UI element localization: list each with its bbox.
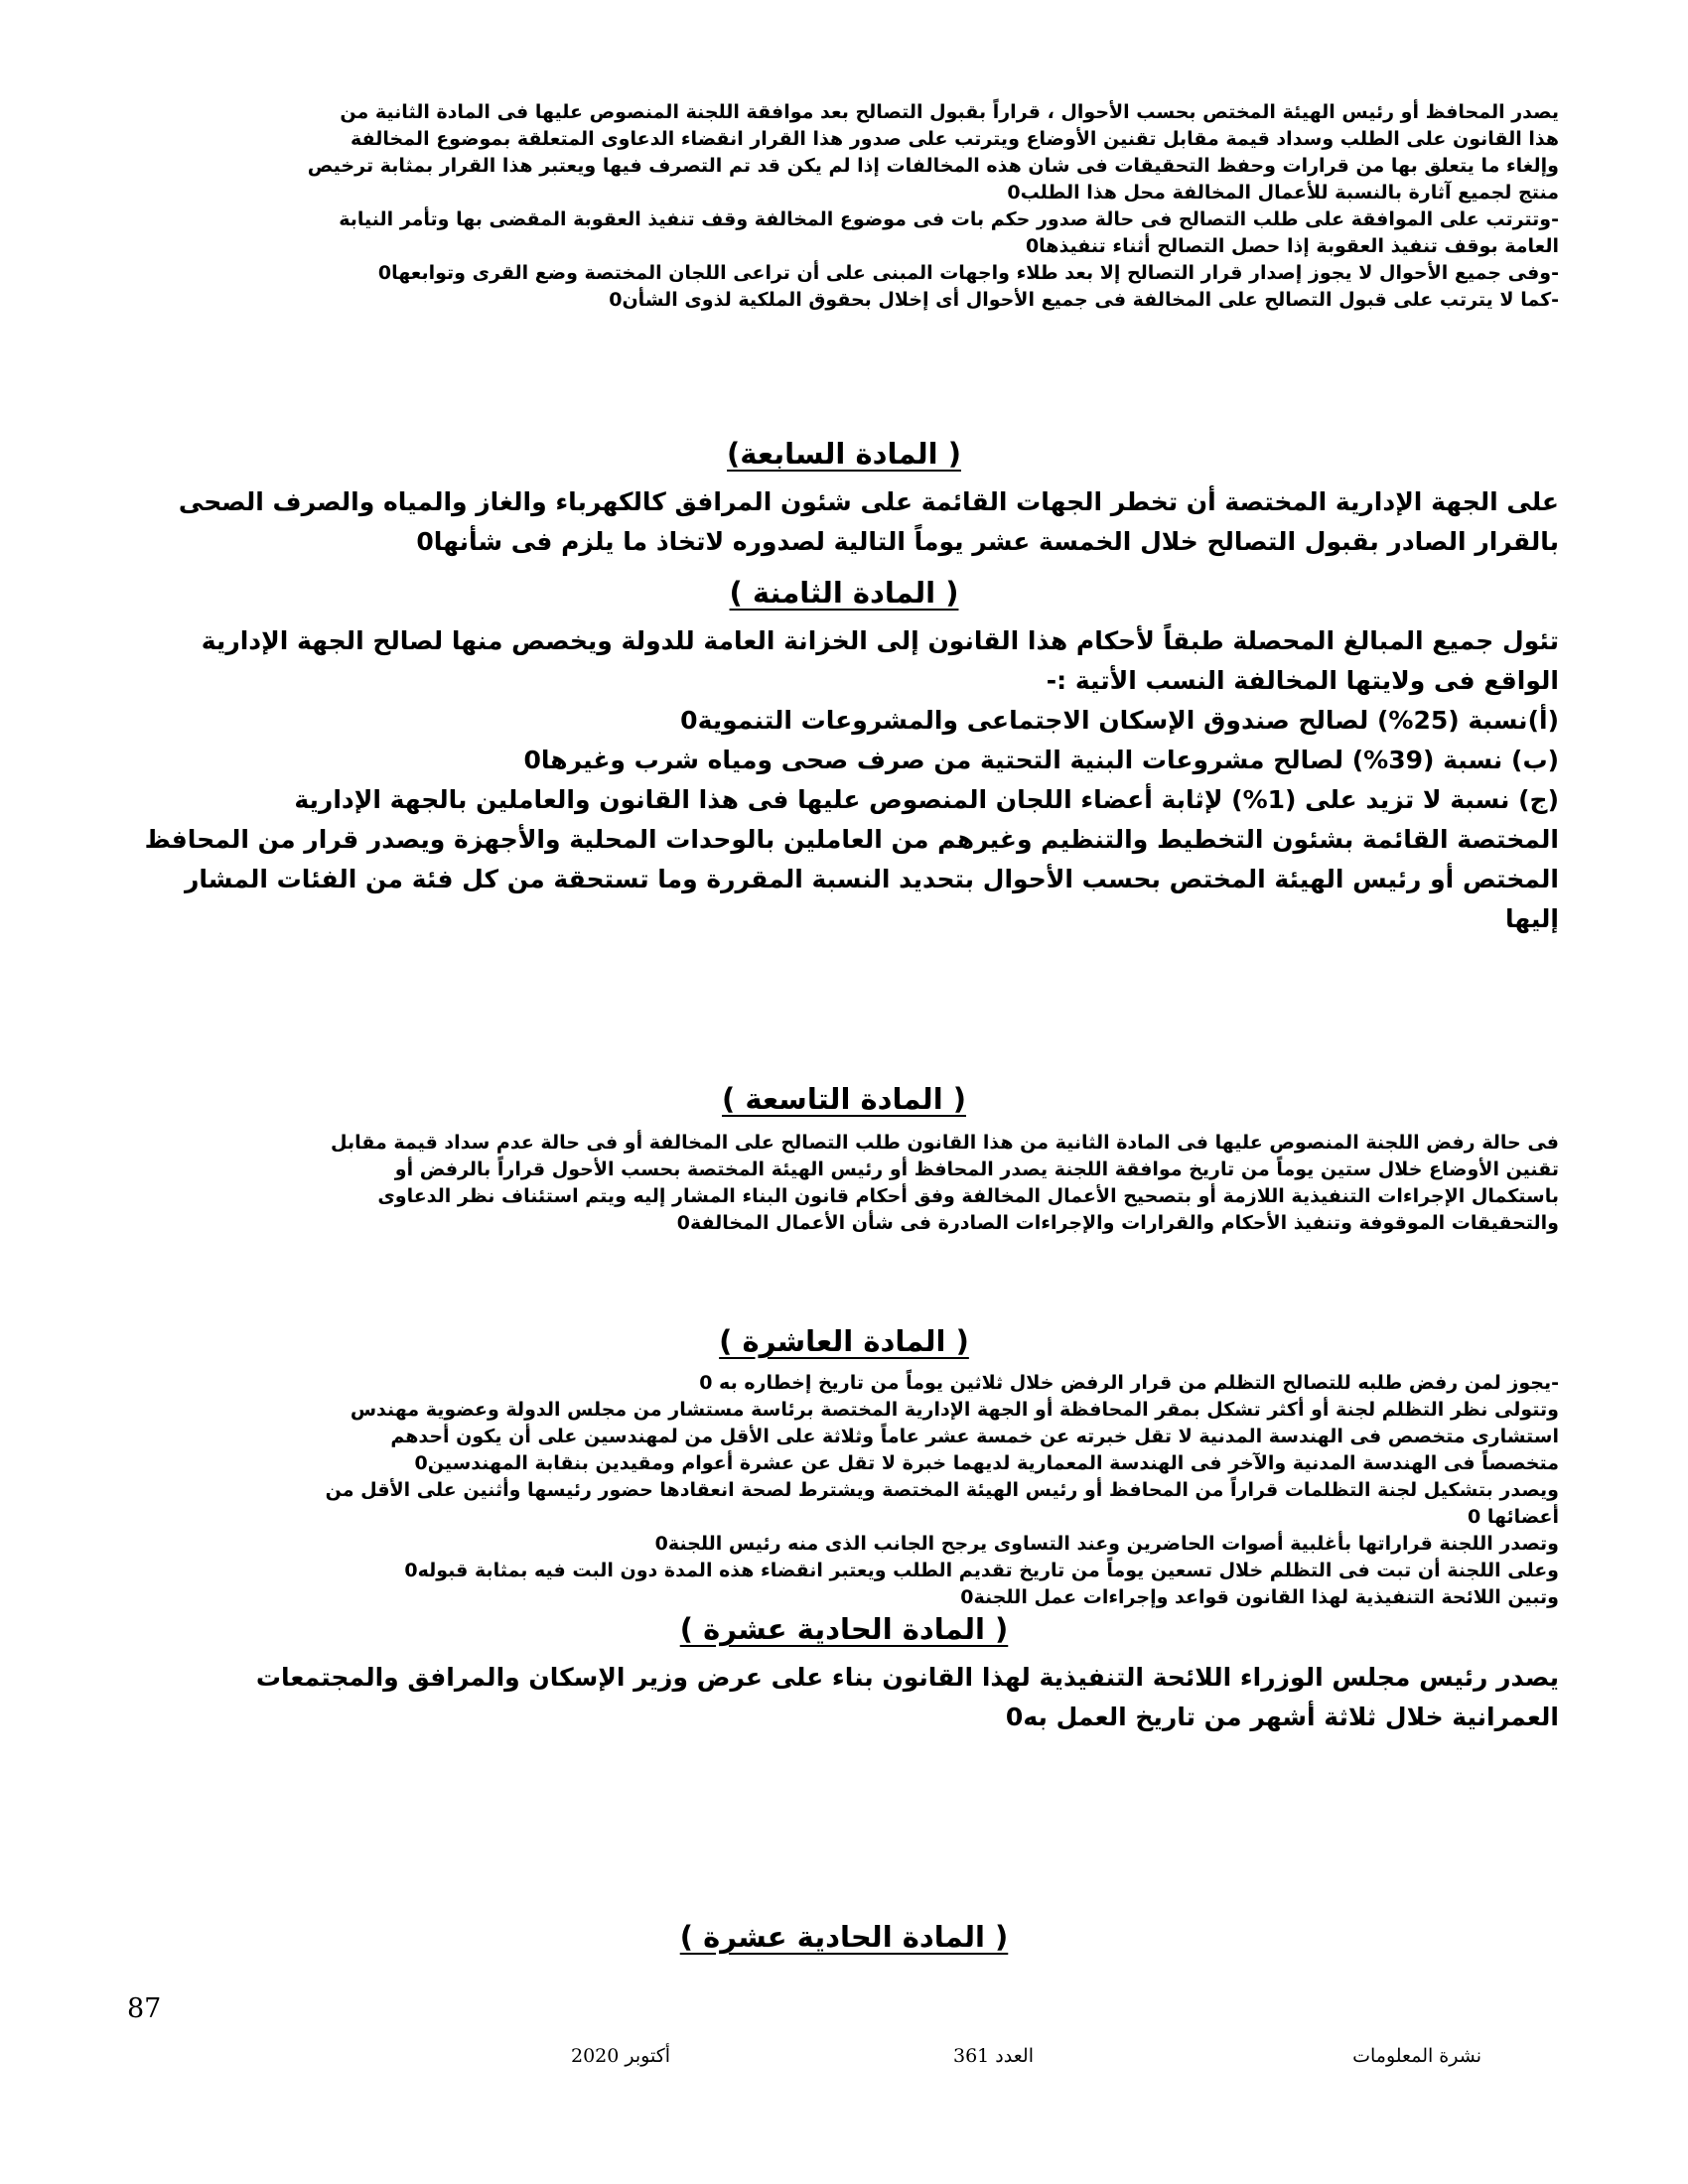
text-line: على الجهة الإدارية المختصة أن تخطر الجهات القائمة على شئون المرافق كالكهرباء والغاز والمياه والصرف الصحى <box>178 487 1559 516</box>
text-line: وتتولى نظر التظلم لجنة أو أكثر تشكل بمقر المحافظة أو الجهة الإدارية المختصة برئاسة مستشار من مجلس الدولة وعضوية مهندس <box>350 1399 1559 1421</box>
text-line: -وتترتب على الموافقة على طلب التصالح فى حالة صدور حكم بات فى موضوع المخالفة وقف تنفيذ العقوبة المقضى بها وتأمر النيابة <box>339 208 1559 230</box>
intro-paragraph <box>129 99 1559 314</box>
text-line: أعضائها 0 <box>1467 1506 1559 1528</box>
text-line: -يجوز لمن رفض طلبه للتصالح التظلم من قرار الرفض خلال ثلاثين يوماً من تاريخ إخطاره به 0 <box>699 1372 1559 1394</box>
text-line: ويصدر بتشكيل لجنة التظلمات قراراً من المحافظ أو رئيس الهيئة المختصة ويشترط لصحة انعقادها حضور رئيسها وأثنين على الأقل من <box>325 1479 1559 1501</box>
article-10-body <box>129 1370 1559 1611</box>
text-line: المختص أو رئيس الهيئة المختص بحسب الأحوال بتحديد النسبة المقررة وما تستحقة من كل فئة من الفئات المشار <box>185 865 1559 893</box>
text-line: الواقع فى ولايتها المخالفة النسب الأتية :- <box>1046 666 1559 695</box>
article-11-heading: ( المادة الحادية عشرة ) <box>679 1612 1009 1646</box>
footer-date: أكتوبر 2020 <box>571 2045 671 2067</box>
text-line: العمرانية خلال ثلاثة أشهر من تاريخ العمل به0 <box>1005 1703 1559 1731</box>
text-line: تقنين الأوضاع خلال ستين يوماً من تاريخ موافقة اللجنة يصدر المحافظ أو رئيس الهيئة المختصة بحسب الأحول قراراً بالرفض أو <box>394 1159 1559 1180</box>
page-number: 87 <box>127 1993 162 2024</box>
article-7-heading: ( المادة السابعة) <box>727 437 961 471</box>
text-line: باستكمال الإجراءات التنفيذية اللازمة أو بتصحيح الأعمال المخالفة وفق أحكام قانون البناء المشار إليه ويتم استئناف نظر الدعاوى <box>377 1185 1559 1207</box>
article-11-body <box>129 1658 1559 1737</box>
text-line: العامة بوقف تنفيذ العقوبة إذا حصل التصالح أثناء تنفيذها0 <box>1025 235 1559 257</box>
footer-publication: نشرة المعلومات <box>1352 2045 1481 2067</box>
text-line: وتبين اللائحة التنفيذية لهذا القانون قواعد وإجراءات عمل اللجنة0 <box>960 1586 1559 1608</box>
text-line: تئول جميع المبالغ المحصلة طبقاً لأحكام هذا القانون إلى الخزانة العامة للدولة ويخصص منها لصالح الجهة الإدارية <box>201 626 1559 655</box>
article-8-heading: ( المادة الثامنة ) <box>729 576 959 610</box>
article-11-repeat-heading: ( المادة الحادية عشرة ) <box>679 1920 1009 1954</box>
article-8-body <box>129 621 1559 939</box>
text-line: -وفى جميع الأحوال لا يجوز إصدار قرار التصالح إلا بعد طلاء واجهات المبنى على أن تراعى اللجان المختصة وضع القرى وتوابعها0 <box>377 262 1559 284</box>
text-line: بالقرار الصادر بقبول التصالح خلال الخمسة عشر يوماً التالية لصدوره لاتخاذ ما يلزم فى شأنها0 <box>416 527 1559 556</box>
article-10-heading: ( المادة العاشرة ) <box>719 1324 969 1358</box>
text-line: (أ)نسبة (25%) لصالح صندوق الإسكان الاجتماعى والمشروعات التنموية0 <box>680 706 1559 735</box>
text-line: متخصصاً فى الهندسة المدنية والآخر فى الهندسة المعمارية لديهما خبرة لا تقل عن عشرة أعوام ومقيدين بنقابة المهندسين0 <box>414 1452 1559 1474</box>
footer-issue: العدد 361 <box>953 2045 1034 2067</box>
text-line: هذا القانون على الطلب وسداد قيمة مقابل تقنين الأوضاع ويترتب على صدور هذا القرار انقضاء الدعاوى المتعلقة بموضوع المخالفة <box>351 128 1559 150</box>
article-9-heading: ( المادة التاسعة ) <box>722 1082 966 1116</box>
text-line: يصدر المحافظ أو رئيس الهيئة المختص بحسب الأحوال ، قراراً بقبول التصالح بعد موافقة اللجنة المنصوص عليها فى المادة الثانية من <box>340 101 1559 123</box>
text-line: (ب) نسبة (39%) لصالح مشروعات البنية التحتية من صرف صحى ومياه شرب وغيرها0 <box>523 746 1559 774</box>
text-line: إليها <box>1504 904 1559 933</box>
text-line: المختصة القائمة بشئون التخطيط والتنظيم وغيرهم من العاملين بالوحدات المحلية والأجهزة ويصدر قرار من المحافظ <box>144 825 1559 854</box>
text-line: -كما لا يترتب على قبول التصالح على المخالفة فى جميع الأحوال أى إخلال بحقوق الملكية لذوى الشأن0 <box>609 289 1559 311</box>
text-line: منتج لجميع آثارة بالنسبة للأعمال المخالفة محل هذا الطلب0 <box>1007 182 1559 204</box>
text-line: (ج) نسبة لا تزيد على (1%) لإثابة أعضاء اللجان المنصوص عليها فى هذا القانون والعاملين بالجهة الإدارية <box>294 785 1559 814</box>
text-line: وتصدر اللجنة قراراتها بأغلبية أصوات الحاضرين وعند التساوى يرجح الجانب الذى منه رئيس اللجنة0 <box>654 1533 1559 1555</box>
text-line: والتحقيقات الموقوفة وتنفيذ الأحكام والقرارات والإجراءات الصادرة فى شأن الأعمال المخالفة0 <box>676 1212 1559 1234</box>
text-line: يصدر رئيس مجلس الوزراء اللائحة التنفيذية لهذا القانون بناء على عرض وزير الإسكان والمرافق والمجتمعات <box>255 1663 1559 1692</box>
text-line: استشارى متخصص فى الهندسة المدنية لا تقل خبرته عن خمسة عشر عاماً وثلاثة على الأقل من لمهندسين على أن يكون أحدهم <box>390 1426 1559 1447</box>
article-9-body <box>129 1130 1559 1237</box>
text-line: فى حالة رفض اللجنة المنصوص عليها فى المادة الثانية من هذا القانون طلب التصالح على المخالفة أو فى حالة عدم سداد قيمة مقابل <box>331 1132 1559 1154</box>
text-line: وإلغاء ما يتعلق بها من قرارات وحفظ التحقيقات فى شان هذه المخالفات إذا لم يكن قد تم التصرف فيها ويعتبر هذا القرار بمثابة ترخيص <box>307 155 1559 177</box>
text-line: وعلى اللجنة أن تبت فى التظلم خلال تسعين يوماً من تاريخ تقديم الطلب ويعتبر انقضاء هذه المدة دون البت فيه بمثابة قبوله0 <box>404 1560 1559 1581</box>
article-7-body <box>129 482 1559 562</box>
